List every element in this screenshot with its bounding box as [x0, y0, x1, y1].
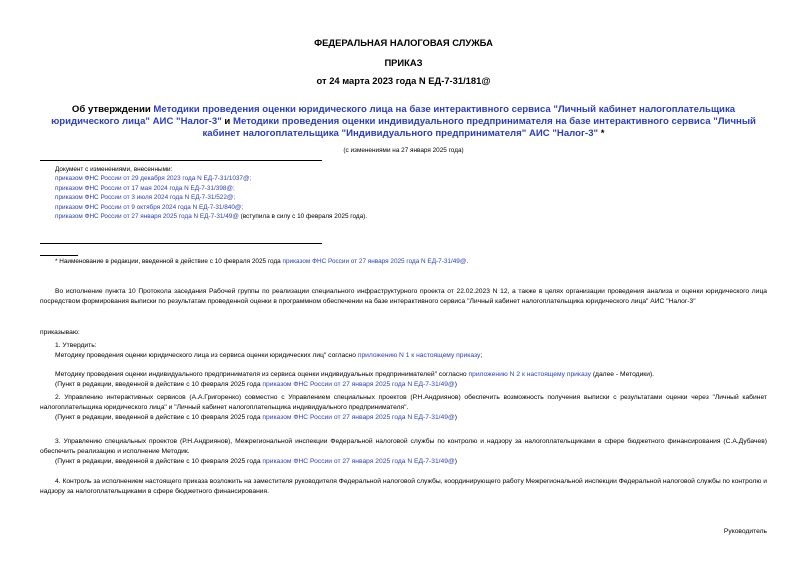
change-link-1[interactable]: приказом ФНС России от 29 декабря 2023 года N ЕД-7-31/1037@; [55, 175, 252, 183]
signature-title: Руководитель [723, 528, 767, 535]
change-link-4[interactable]: приказом ФНС России от 9 октября 2024 года N ЕД-7-31/840@; [55, 203, 244, 211]
item-1-b [55, 370, 767, 390]
footnote [55, 257, 775, 266]
divider-mid [40, 243, 322, 244]
item-1-head: 1. Утвердить: [55, 342, 97, 349]
document-title [40, 104, 767, 140]
change-5-suffix: (вступила в силу с 10 февраля 2025 года). [238, 213, 368, 221]
item-1-b-end: (далее - Методики). [590, 371, 655, 378]
doc-date-number: от 24 марта 2023 года N ЕД-7-31/181@ [316, 75, 491, 86]
change-link-2[interactable]: приказом ФНС России от 17 мая 2024 года N ЕД-7-31/398@; [55, 184, 235, 192]
item-3-note-text: (Пункт в редакции, введенной в действие с 10 февраля 2025 года [55, 458, 263, 465]
divider-top [40, 160, 322, 161]
item-1 [55, 341, 767, 361]
link-appendix-2[interactable]: приложению N 2 к настоящему приказу [468, 371, 591, 378]
item-1-b-text: Методику проведения оценки индивидуального предпринимателя из сервиса оценки индивидуальных предпринимателей" согласно [55, 371, 469, 378]
link-methodology-legal-entity[interactable]: Методики проведения оценки юридического лица на базе интерактивного сервиса "Личный кабинет налогоплательщика юридического лица" АИС "Налог-3" [51, 104, 736, 127]
item-1-a-end: ; [480, 351, 483, 359]
revision-note: (с изменениями на 27 января 2025 года) [343, 147, 464, 154]
changes-intro: Документ с изменениями, внесенными: [55, 166, 173, 173]
item-2-note [55, 413, 767, 423]
preamble: Во исполнение пункта 10 Протокола заседания Рабочей группы по реализации специального инфраструктурного проекта от 22.02.2023 N 12, а также в целях организации проведения анализа и оценки юридического лица посредством формирования выписки по результатам проведенной оценки в программном обеспечении на базе интерактивного сервиса "Личный кабинет налогоплательщика юридического лица" АИС "Налог-3" [40, 288, 767, 305]
change-link-5[interactable]: приказом ФНС России от 27 января 2025 года N ЕД-7-31/49@ [55, 213, 239, 221]
item-1-note: (Пункт в редакции, введенной в действие с 10 февраля 2025 года [55, 380, 263, 388]
agency-name: ФЕДЕРАЛЬНАЯ НАЛОГОВАЯ СЛУЖБА [314, 37, 493, 48]
divider-footnote [40, 255, 78, 256]
title-asterisk: * [598, 128, 605, 139]
item-1-a-text: Методику проведения оценки юридического лица из сервиса оценки юридических лиц" согласно [55, 351, 358, 359]
item-1-a [55, 351, 767, 361]
item-2-note-end: ) [454, 414, 457, 421]
title-conjunction: и [221, 116, 233, 127]
item-2-note-text: (Пункт в редакции, введенной в действие с 10 февраля 2025 года [55, 414, 263, 421]
item-3-note-end: ) [454, 458, 457, 465]
change-link-3[interactable]: приказом ФНС России от 3 июля 2024 года N ЕД-7-31/522@; [55, 194, 236, 202]
order-word: приказываю: [40, 329, 80, 336]
item-1-note-link[interactable]: приказом ФНС России от 27 января 2025 года N ЕД-7-31/49@ [262, 380, 455, 388]
footnote-end: . [466, 258, 469, 265]
link-methodology-entrepreneur[interactable]: Методики проведения оценки индивидуального предпринимателя на базе интерактивного сервиса "Личный кабинет налогоплательщика "Индивидуального предпринимателя" АИС "Налог-3" [202, 116, 756, 139]
item-3: 3. Управлению специальных проектов (Р.Н.Андриянов), Межрегиональной инспекции Федеральной налоговой службы по контролю и надзору за налогоплательщиками в сфере бюджетного финансирования (С.А.Дубачев) обеспечить реализацию и исполнение Методик. [40, 438, 767, 455]
footnote-link[interactable]: приказом ФНС России от 27 января 2025 года N ЕД-7-31/49@ [282, 258, 467, 265]
item-3-note [55, 457, 767, 467]
item-3-note-link[interactable]: приказом ФНС России от 27 января 2025 года N ЕД-7-31/49@ [262, 458, 455, 465]
changes-block [55, 165, 775, 221]
doc-type: ПРИКАЗ [384, 57, 423, 68]
item-2-note-link[interactable]: приказом ФНС России от 27 января 2025 года N ЕД-7-31/49@ [262, 414, 455, 421]
item-1-note-end: ) [454, 380, 457, 388]
item-4: 4. Контроль за исполнением настоящего приказа возложить на заместителя руководителя Федеральной налоговой службы, координирующего работу Межрегиональной инспекции Федеральной налоговой службы по контролю и надзору за налогоплательщиками в сфере бюджетного финансирования. [40, 478, 767, 495]
link-appendix-1[interactable]: приложению N 1 к настоящему приказу [357, 351, 481, 359]
title-prefix: Об утверждении [71, 104, 154, 115]
footnote-text: * Наименование в редакции, введенной в действие с 10 февраля 2025 года [55, 258, 283, 265]
item-2: 2. Управлению интерактивных сервисов (А.А.Григоренко) совместно с Управлением специальных проектов (Р.Н.Андриянов) обеспечить возможность получения выписки с результатами оценки через "Личный кабинет налогоплательщика юридического лица" и "Личный кабинет налогоплательщика индивидуального предпринимателя". [40, 394, 767, 411]
